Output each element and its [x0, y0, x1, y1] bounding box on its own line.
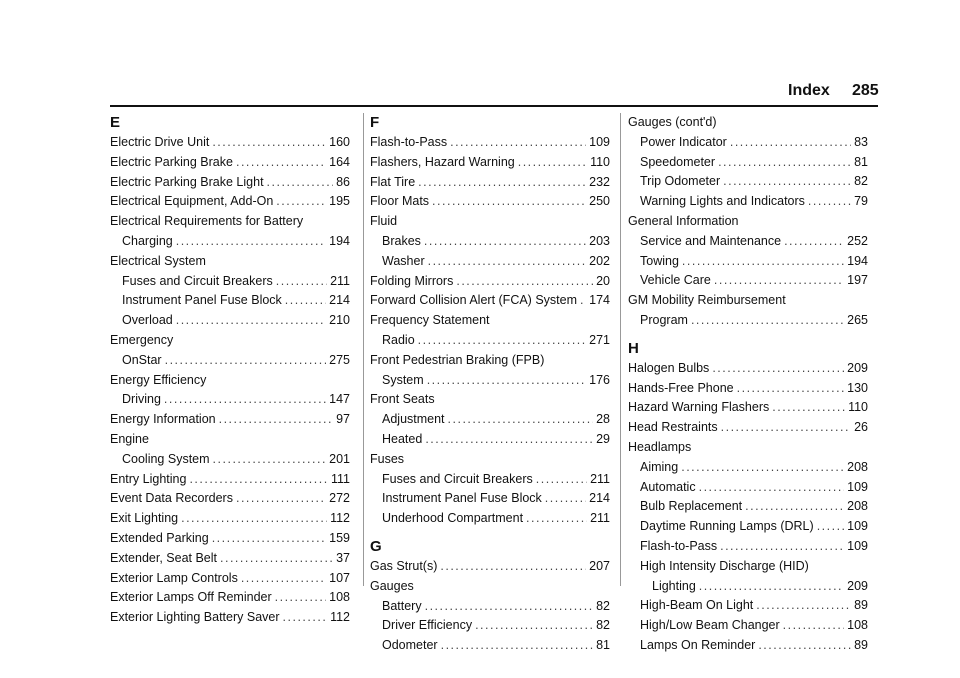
- index-entry-page: 265: [847, 312, 868, 327]
- index-entry: [370, 597, 610, 617]
- dot-leader: [817, 517, 844, 537]
- index-entry-page: 211: [590, 471, 610, 486]
- index-entry-page: 214: [589, 491, 610, 506]
- header-rule: [110, 105, 878, 107]
- dot-leader: [699, 577, 844, 597]
- dot-leader: [285, 291, 326, 311]
- index-entry: [370, 489, 610, 509]
- index-entry-heading: Energy Efficiency: [110, 372, 207, 387]
- index-entry: [110, 509, 350, 529]
- index-letter-heading: F: [370, 114, 380, 131]
- index-entry-heading: Engine: [110, 431, 149, 446]
- index-entry-page: 197: [847, 273, 868, 288]
- index-entry: [370, 470, 610, 490]
- index-entry-page: 28: [596, 412, 610, 427]
- dot-leader: [165, 351, 327, 371]
- index-entry: [110, 272, 350, 292]
- dot-leader: [526, 509, 587, 529]
- index-entry-label: Radio: [382, 332, 415, 347]
- column-divider: [363, 113, 364, 586]
- index-entry: [628, 172, 868, 192]
- index-entry-heading: Electrical Requirements for Battery: [110, 214, 304, 229]
- index-entry-heading: Frequency Statement: [370, 313, 490, 328]
- index-entry-label: Exit Lighting: [110, 511, 179, 526]
- dot-leader: [236, 489, 326, 509]
- index-entry-label: OnStar: [122, 352, 162, 367]
- index-entry-page: 108: [847, 618, 868, 633]
- index-entry: [370, 331, 610, 351]
- dot-leader: [536, 470, 587, 490]
- dot-leader: [275, 588, 327, 608]
- index-entry-label: Heated: [382, 431, 423, 446]
- index-entry-label: Power Indicator: [640, 134, 727, 149]
- column-divider: [620, 113, 621, 586]
- index-entry-label: Underhood Compartment: [382, 511, 524, 526]
- index-entry: [370, 410, 610, 430]
- index-entry-label: Floor Mats: [370, 194, 430, 209]
- index-entry-label: Battery: [382, 598, 422, 613]
- dot-leader: [712, 359, 844, 379]
- dot-leader: [425, 597, 593, 617]
- dot-leader: [718, 153, 851, 173]
- index-entry-page: 79: [854, 194, 868, 209]
- index-entry-page: 194: [329, 233, 350, 248]
- index-entry: [370, 153, 610, 173]
- dot-leader: [276, 192, 326, 212]
- dot-leader: [425, 430, 593, 450]
- index-entry-page: 210: [329, 313, 350, 328]
- index-entry-heading: Front Seats: [370, 392, 435, 407]
- index-entry-page: 89: [854, 637, 868, 652]
- index-entry: [370, 133, 610, 153]
- dot-leader: [176, 311, 326, 331]
- index-entry: [628, 379, 868, 399]
- index-entry-page: 130: [847, 380, 868, 395]
- index-entry: [628, 596, 868, 616]
- index-entry-heading: Front Pedestrian Braking (FPB): [370, 352, 545, 367]
- index-entry-heading: GM Mobility Reimbursement: [628, 293, 786, 308]
- index-entry-label: Trip Odometer: [640, 174, 721, 189]
- index-entry: [628, 232, 868, 252]
- index-entry-page: 214: [329, 293, 350, 308]
- index-entry-label: Exterior Lamps Off Reminder: [110, 590, 272, 605]
- index-entry-heading: Headlamps: [628, 439, 692, 454]
- index-entry: [628, 616, 868, 636]
- index-entry: [628, 458, 868, 478]
- index-entry-label: Extended Parking: [110, 530, 209, 545]
- dot-leader: [181, 509, 327, 529]
- index-entry-label: Gas Strut(s): [370, 558, 438, 573]
- dot-leader: [699, 478, 845, 498]
- index-entry: [110, 489, 350, 509]
- index-entry-page: 271: [589, 332, 610, 347]
- index-entry-page: 207: [589, 558, 610, 573]
- dot-leader: [432, 192, 586, 212]
- index-entry-label: Exterior Lighting Battery Saver: [110, 610, 280, 625]
- index-entry-label: Program: [640, 312, 688, 327]
- dot-leader: [730, 133, 851, 153]
- index-entry: [110, 173, 350, 193]
- dot-leader: [783, 616, 844, 636]
- index-entry-page: 208: [847, 459, 868, 474]
- index-entry-heading: Gauges (cont'd): [628, 115, 717, 129]
- index-entry: [110, 549, 350, 569]
- index-entry-page: 250: [589, 194, 610, 209]
- index-entry-page: 208: [847, 499, 868, 514]
- index-letter-heading: G: [370, 537, 382, 555]
- index-entry: [628, 133, 868, 153]
- index-entry: [370, 291, 610, 311]
- dot-leader: [189, 470, 328, 490]
- index-entry-label: Event Data Recorders: [110, 491, 233, 506]
- index-entry-page: 81: [854, 154, 868, 169]
- index-entry-label: Flash-to-Pass: [370, 135, 448, 149]
- header-page-number: 285: [852, 82, 879, 99]
- index-entry-label: Flash-to-Pass: [640, 538, 718, 553]
- index-entry-page: 211: [590, 511, 610, 526]
- index-entry: [110, 608, 350, 628]
- index-entry: [628, 192, 868, 212]
- dot-leader: [758, 636, 851, 656]
- dot-leader: [545, 489, 586, 509]
- index-entry-page: 176: [589, 372, 610, 387]
- index-entry: [370, 509, 610, 529]
- index-entry-page: 209: [847, 578, 868, 593]
- index-entry: [370, 192, 610, 212]
- index-entry-page: 26: [854, 420, 868, 435]
- index-entry-label: Electrical Equipment, Add-On: [110, 194, 274, 209]
- index-entry-label: High-Beam On Light: [640, 598, 754, 613]
- dot-leader: [428, 252, 587, 272]
- index-entry-page: 82: [596, 618, 610, 633]
- index-entry-label: Lighting: [652, 578, 696, 593]
- index-entry: [628, 418, 868, 438]
- index-entry-page: 109: [847, 538, 868, 553]
- index-entry-heading: Gauges: [370, 578, 414, 593]
- header-title: Index: [788, 82, 830, 99]
- index-entry-label: High/Low Beam Changer: [640, 618, 780, 633]
- index-entry-label: Fuses and Circuit Breakers: [382, 471, 533, 486]
- dot-leader: [682, 252, 844, 272]
- index-entry-label: Flashers, Hazard Warning: [370, 154, 515, 169]
- index-entry-label: Electric Parking Brake Light: [110, 174, 264, 189]
- index-entry-page: 164: [329, 154, 350, 169]
- index-entry-label: Charging: [122, 233, 173, 248]
- index-entry-label: Aiming: [640, 459, 679, 474]
- index-entry: [628, 252, 868, 272]
- index-entry-label: Energy Information: [110, 412, 216, 427]
- dot-leader: [756, 596, 851, 616]
- index-entry: [110, 153, 350, 173]
- index-entry-heading: Electrical System: [110, 253, 206, 268]
- dot-leader: [784, 232, 844, 252]
- dot-leader: [475, 616, 593, 636]
- index-entry: [628, 577, 868, 597]
- index-entry-label: Head Restraints: [628, 420, 718, 435]
- index-entry: [628, 153, 868, 173]
- index-entry: [628, 311, 868, 331]
- index-entry-page: 201: [329, 451, 350, 466]
- index-entry-heading: Emergency: [110, 332, 174, 347]
- index-entry-page: 174: [589, 293, 610, 308]
- dot-leader: [450, 133, 586, 153]
- index-entry-label: Warning Lights and Indicators: [640, 194, 805, 209]
- index-entry-page: 109: [589, 135, 610, 149]
- index-entry-page: 20: [596, 273, 610, 288]
- index-entry: [628, 517, 868, 537]
- index-entry-page: 203: [589, 233, 610, 248]
- index-entry-label: Daytime Running Lamps (DRL): [640, 519, 814, 534]
- index-entry: [110, 351, 350, 371]
- index-entry-label: Speedometer: [640, 154, 716, 169]
- index-entry: [110, 133, 350, 153]
- index-entry-page: 81: [596, 638, 610, 653]
- index-entry-label: Bulb Replacement: [640, 499, 743, 514]
- dot-leader: [212, 133, 326, 153]
- index-entry-page: 82: [854, 174, 868, 189]
- index-entry-label: Driver Efficiency: [382, 618, 473, 633]
- page-header: [0, 82, 960, 108]
- index-entry-page: 111: [330, 471, 350, 486]
- dot-leader: [681, 458, 844, 478]
- index-entry-label: Halogen Bulbs: [628, 360, 710, 375]
- index-entry-label: Cooling System: [122, 451, 210, 466]
- dot-leader: [418, 173, 586, 193]
- index-entry-page: 29: [596, 431, 610, 446]
- index-entry-label: Brakes: [382, 233, 421, 248]
- index-entry-page: 147: [329, 392, 350, 407]
- index-entry-page: 194: [847, 253, 868, 268]
- index-entry-label: Hands-Free Phone: [628, 380, 734, 395]
- index-entry: [628, 398, 868, 418]
- index-entry: [628, 497, 868, 517]
- index-entry: [110, 291, 350, 311]
- index-entry: [110, 470, 350, 490]
- index-entry: [110, 569, 350, 589]
- index-entry-page: 160: [329, 135, 350, 149]
- dot-leader: [714, 271, 844, 291]
- dot-leader: [418, 331, 586, 351]
- index-entry-page: 109: [847, 479, 868, 494]
- index-entry-page: 97: [336, 412, 350, 427]
- dot-leader: [283, 608, 328, 628]
- index-entry-label: Hazard Warning Flashers: [628, 400, 770, 415]
- index-entry-label: Instrument Panel Fuse Block: [382, 491, 542, 506]
- dot-leader: [219, 410, 333, 430]
- index-entry-page: 89: [854, 598, 868, 613]
- dot-leader: [236, 153, 326, 173]
- index-entry-page: 112: [330, 610, 350, 625]
- index-column-3: [628, 113, 868, 656]
- index-entry-label: Automatic: [640, 479, 696, 494]
- index-entry: [110, 390, 350, 410]
- index-column-1: [110, 113, 350, 628]
- index-entry: [370, 557, 610, 577]
- index-entry-label: Towing: [640, 253, 679, 268]
- index-entry-page: 37: [336, 550, 350, 565]
- index-letter-heading: E: [110, 114, 121, 131]
- index-entry: [110, 529, 350, 549]
- index-entry: [370, 616, 610, 636]
- index-entry-page: 108: [329, 590, 350, 605]
- dot-leader: [448, 410, 594, 430]
- index-entry-label: Driving: [122, 392, 161, 407]
- index-entry-label: Folding Mirrors: [370, 273, 454, 288]
- index-entry-label: Overload: [122, 313, 173, 328]
- index-letter-heading: H: [628, 339, 639, 357]
- dot-leader: [456, 272, 593, 292]
- index-entry: [370, 252, 610, 272]
- index-entry-label: Fuses and Circuit Breakers: [122, 273, 273, 288]
- index-entry: [110, 311, 350, 331]
- index-entry-label: Entry Lighting: [110, 471, 187, 486]
- dot-leader: [427, 371, 586, 391]
- index-entry: [628, 537, 868, 557]
- index-entry-page: 82: [596, 598, 610, 613]
- index-entry-label: Washer: [382, 253, 425, 268]
- dot-leader: [772, 398, 845, 418]
- dot-leader: [212, 529, 326, 549]
- dot-leader: [276, 272, 327, 292]
- index-entry-page: 202: [589, 253, 610, 268]
- index-entry-page: 110: [848, 400, 868, 415]
- index-entry-label: Extender, Seat Belt: [110, 550, 218, 565]
- index-entry-label: Exterior Lamp Controls: [110, 570, 238, 585]
- index-entry-label: Instrument Panel Fuse Block: [122, 293, 282, 308]
- dot-leader: [241, 569, 326, 589]
- index-entry: [110, 192, 350, 212]
- index-entry-page: 83: [854, 134, 868, 149]
- index-entry: [370, 173, 610, 193]
- index-entry-page: 275: [329, 352, 350, 367]
- dot-leader: [745, 497, 844, 517]
- index-entry: [370, 636, 610, 656]
- index-entry: [110, 450, 350, 470]
- index-entry: [370, 232, 610, 252]
- dot-leader: [440, 557, 586, 577]
- dot-leader: [441, 636, 594, 656]
- dot-leader: [220, 549, 333, 569]
- dot-leader: [518, 153, 587, 173]
- index-entry: [110, 588, 350, 608]
- index-entry-label: Electric Parking Brake: [110, 154, 233, 169]
- index-entry: [370, 430, 610, 450]
- index-entry-page: 195: [329, 194, 350, 209]
- index-column-2: [370, 113, 610, 656]
- index-entry: [628, 359, 868, 379]
- dot-leader: [808, 192, 851, 212]
- index-entry-heading: High Intensity Discharge (HID): [640, 558, 809, 573]
- index-entry-page: 86: [336, 174, 350, 189]
- index-entry-heading: General Information: [628, 213, 739, 228]
- dot-leader: [267, 173, 334, 193]
- index-entry-label: Electric Drive Unit: [110, 135, 210, 149]
- index-entry-label: Adjustment: [382, 412, 445, 427]
- dot-leader: [721, 418, 851, 438]
- index-entry-label: Forward Collision Alert (FCA) System: [370, 293, 577, 308]
- index-entry-page: 209: [847, 360, 868, 375]
- index-entry: [370, 272, 610, 292]
- dot-leader: [213, 450, 327, 470]
- index-entry-page: 252: [847, 233, 868, 248]
- index-entry-heading: Fuses: [370, 451, 405, 466]
- index-entry-page: 112: [330, 511, 350, 526]
- dot-leader: [691, 311, 844, 331]
- dot-leader: [580, 291, 586, 311]
- dot-leader: [737, 379, 845, 399]
- index-entry: [628, 271, 868, 291]
- index-entry: [370, 371, 610, 391]
- index-entry: [110, 410, 350, 430]
- index-entry-page: 272: [329, 491, 350, 506]
- index-entry: [628, 478, 868, 498]
- index-entry: [628, 636, 868, 656]
- index-entry-label: Odometer: [382, 638, 438, 653]
- index-entry-label: Lamps On Reminder: [640, 637, 756, 652]
- index-entry-heading: Fluid: [370, 214, 398, 229]
- index-entry-page: 110: [590, 154, 610, 169]
- index-entry-page: 107: [329, 570, 350, 585]
- index-entry-page: 211: [330, 273, 350, 288]
- dot-leader: [720, 537, 844, 557]
- index-entry-label: System: [382, 372, 424, 387]
- index-entry-page: 232: [589, 174, 610, 189]
- dot-leader: [723, 172, 851, 192]
- index-entry-page: 109: [847, 519, 868, 534]
- index-entry-page: 159: [329, 530, 350, 545]
- dot-leader: [424, 232, 586, 252]
- index-entry-label: Vehicle Care: [640, 273, 711, 288]
- dot-leader: [176, 232, 326, 252]
- dot-leader: [164, 390, 326, 410]
- index-entry-label: Flat Tire: [370, 174, 416, 189]
- index-entry: [110, 232, 350, 252]
- index-entry-label: Service and Maintenance: [640, 233, 782, 248]
